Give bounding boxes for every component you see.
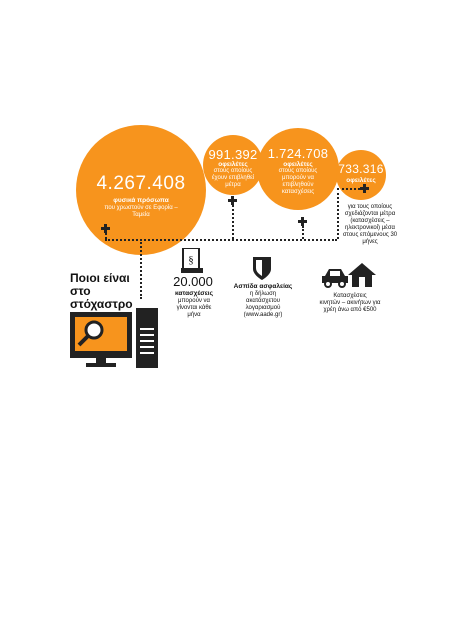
house-icon: [347, 262, 377, 288]
connector-line: [232, 205, 234, 239]
car-icon: [321, 266, 349, 288]
circle-value: 1.724.708: [267, 146, 329, 161]
plus-icon: [101, 224, 110, 233]
circle-debtors-measures: [203, 135, 263, 195]
svg-text:§: §: [188, 254, 194, 266]
circle-highlight: φυσικά πρόσωπα: [113, 197, 169, 204]
plus-icon: [298, 217, 307, 226]
plus-icon: [360, 184, 369, 193]
document-icon: [181, 248, 203, 274]
shield-icon: [251, 255, 273, 281]
circle-value: 991.392: [208, 147, 258, 162]
item-desc: μπορούν να γίνονται κάθε μήνα: [176, 298, 212, 318]
circle-desc: στους οποίους μπορούν να επιβληθούν κατασχέσεις: [278, 168, 318, 195]
item-desc: κινητών – ακινήτων για χρέη άνω από €500: [319, 300, 381, 313]
computer-magnifier-icon: [70, 308, 160, 370]
connector-line: [337, 188, 360, 190]
circle-natural-persons: [76, 125, 206, 255]
item-title: κατασχέσεις: [175, 290, 213, 297]
circle-highlight: οφειλέτες: [283, 161, 313, 168]
item-number: 20.000: [173, 274, 213, 289]
circle-debtors-seizures: [257, 128, 339, 210]
connector-line: [140, 239, 142, 299]
circle-desc: στους οποίους έχουν επιβληθεί μέτρα: [211, 168, 255, 188]
item-title: Κατασχέσεις: [333, 293, 367, 299]
circle-highlight: οφειλέτες: [346, 177, 376, 184]
item-desc: η δήλωση ακατάσχετου λογαριασμού (www.aade.gr): [243, 291, 283, 318]
plus-icon: [228, 196, 237, 205]
circle-desc: που χρωστούν σε Εφορία – Ταμεία: [104, 205, 178, 218]
connector-line: [302, 226, 304, 239]
circle-highlight: οφειλέτες: [218, 161, 248, 168]
target-title: Ποιοι είναι στο στόχαστρο: [70, 271, 133, 311]
side-note: για τους οποίους σχεδιάζονται μέτρα (κατασχέσεις – ηλεκτρονικοί) μέσα στους επόμενους 30 μήνες: [342, 204, 398, 245]
circle-value: 4.267.408: [96, 173, 186, 194]
item-title: Ασπίδα ασφαλείας: [233, 283, 293, 290]
circle-value: 733.316: [338, 162, 384, 176]
